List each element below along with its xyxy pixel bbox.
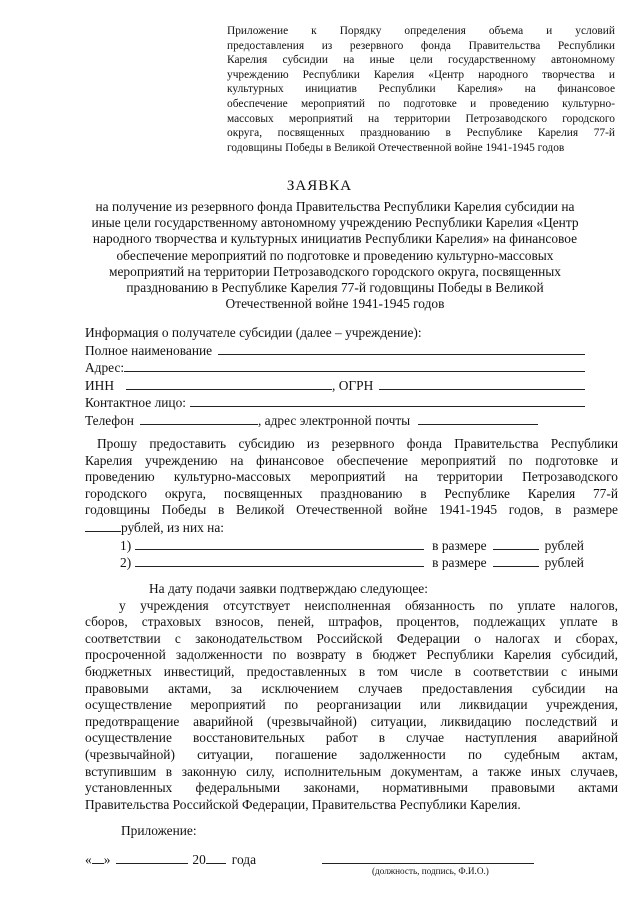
annex-line: учреждению Республики Карелия «Центр народного творчества и <box>227 68 615 81</box>
document-title: ЗАЯВКА <box>286 178 353 194</box>
signature-caption: (должность, подпись, Ф.И.О.) <box>372 866 489 876</box>
annex-line: массовых мероприятий на территории Петрозаводского городского <box>227 112 615 125</box>
confirm-line: у учреждения отсутствует неисполненная обязанность по уплате налогов, <box>119 597 618 613</box>
year-prefix: 20 <box>192 852 206 867</box>
request-line: проведению культурно-массовых мероприятий на территории Петрозаводского <box>85 469 618 485</box>
inn-field[interactable] <box>126 377 332 390</box>
subtitle-line: обеспечение мероприятий по подготовке и проведению культурно-массовых <box>116 247 554 263</box>
confirm-line: правовыми актами, за исключением случаев предоставления субсидии на <box>85 680 618 696</box>
item-amount-label: в размере <box>432 538 487 553</box>
item-purpose-field[interactable] <box>135 554 424 567</box>
item-number: 1) <box>120 538 132 553</box>
item-currency: рублей <box>544 555 584 570</box>
phone-email-row <box>85 412 585 430</box>
total-amount-field[interactable] <box>85 519 121 532</box>
close-quote: » <box>103 852 111 867</box>
annex-line: годовщины Победы в Великой Отечественной войне 1941-1945 годов <box>227 141 565 154</box>
contact-label: Контактное лицо: <box>85 395 187 411</box>
subtitle-line: мероприятий на территории Петрозаводского городского округа, посвященных <box>109 263 561 279</box>
confirm-line: соответствии с законодательством Российской Федерации о налогах и сборах, <box>85 630 618 646</box>
annex-line: Приложение к Порядку определения объема и условий <box>227 25 615 37</box>
confirm-line: сборов, страховых взносов, пеней, штрафов, процентов, подлежащих уплате в <box>85 614 618 630</box>
full-name-row <box>85 342 585 360</box>
confirm-intro: На дату подачи заявки подтверждаю следующее: <box>149 581 428 596</box>
open-quote: « <box>85 852 92 867</box>
item-currency: рублей <box>544 538 584 553</box>
subtitle-line: празднованию в Республике Карелия 77-й годовщины Победы в Великой <box>126 280 544 296</box>
confirm-line: установленных федеральными законами, нормативными правовыми актами <box>85 780 618 796</box>
inn-label: ИНН <box>85 377 115 393</box>
annex-line: предоставления из резервного фонда Правительства Республики <box>227 39 615 52</box>
confirm-line: Правительства Российской Федерации, Правительства Республики Карелия. <box>85 796 521 812</box>
annex-line: культурных инициатив Республики Карелия» на финансовое <box>227 83 615 96</box>
confirm-line: бюджетных инвестиций, предоставленных в том числе в соответствии с иными <box>85 663 618 679</box>
ogrn-label: , ОГРН <box>332 377 374 393</box>
document-subtitle <box>70 199 600 312</box>
year-suffix: года <box>231 852 257 867</box>
attachment-label: Приложение: <box>121 823 197 838</box>
allocation-item <box>120 554 595 571</box>
confirm-line: просроченной задолженности по возврату в бюджет Республики Карелия субсидий, <box>85 647 618 663</box>
allocation-item <box>120 537 595 554</box>
subtitle-line: иные цели государственному автономному учреждению Республики Карелия «Центр <box>91 215 579 231</box>
full-name-label: Полное наименование <box>85 342 213 358</box>
confirm-line: вступившим в законную силу, исполнительным документам, а также иных случаев, <box>85 763 618 779</box>
email-field[interactable] <box>418 412 538 425</box>
phone-field[interactable] <box>140 412 258 425</box>
day-field[interactable] <box>92 851 104 864</box>
request-tail: рублей, из них на: <box>121 519 225 535</box>
confirm-line: (чрезвычайной) ситуации, погашение задолженности по судебным актам, <box>85 746 618 762</box>
confirm-line: предотвращение аварийной (чрезвычайной) ситуации, ликвидацию последствий и <box>85 713 618 729</box>
item-number: 2) <box>120 555 132 570</box>
allocation-items <box>120 537 595 571</box>
annex-line: Карелия субсидии на иные цели государственному автономному <box>227 54 615 67</box>
full-name-field[interactable] <box>218 342 585 355</box>
request-paragraph <box>85 436 618 537</box>
annex-line: обеспечение мероприятий по подготовке и проведению культурно- <box>227 97 615 110</box>
year-field[interactable] <box>206 851 226 864</box>
address-row <box>85 359 585 377</box>
item-amount-field[interactable] <box>493 554 539 567</box>
contact-row <box>85 394 585 412</box>
confirm-line: осуществление мероприятий по реорганизации или ликвидации учреждения, <box>85 697 618 713</box>
phone-label: Телефон <box>85 412 134 428</box>
annex-reference <box>227 24 615 155</box>
inn-ogrn-row <box>85 377 585 395</box>
request-line: годовщины Победы в Великой Отечественной войне 1941-1945 годов, в размере <box>85 502 618 518</box>
item-amount-label: в размере <box>432 555 487 570</box>
address-label: Адрес: <box>85 360 125 376</box>
item-purpose-field[interactable] <box>135 537 424 550</box>
request-line: городского округа, посвященных празднованию в Республике Карелия 77-й <box>85 485 618 501</box>
signature-field[interactable] <box>322 851 534 864</box>
month-field[interactable] <box>116 851 188 864</box>
recipient-info <box>85 325 585 430</box>
request-amount-row <box>85 519 618 537</box>
request-line: Карелия учреждению на финансовое обеспечение мероприятий по подготовке и <box>85 452 618 468</box>
annex-line: округа, посвященных празднованию в Республике Карелия 77-й <box>227 127 615 140</box>
request-line: Прошу предоставить субсидию из резервного фонда Правительства Республики <box>97 436 618 451</box>
confirmation-paragraph <box>85 581 618 813</box>
subtitle-line: народного творчества и культурных инициатив Республики Карелия» на финансовое <box>92 231 578 247</box>
address-field[interactable] <box>124 359 585 372</box>
info-heading: Информация о получателе субсидии (далее – учреждение): <box>85 325 422 340</box>
ogrn-field[interactable] <box>379 377 585 390</box>
subtitle-line: Отечественной войне 1941-1945 годов <box>225 296 445 312</box>
subtitle-line: на получение из резервного фонда Правительства Республики Карелия субсидии на <box>95 199 575 214</box>
email-label: , адрес электронной почты <box>257 412 411 428</box>
item-amount-field[interactable] <box>493 537 539 550</box>
contact-field[interactable] <box>190 394 585 407</box>
confirm-line: осуществление восстановительных работ в случае наступления аварийной <box>85 730 618 746</box>
